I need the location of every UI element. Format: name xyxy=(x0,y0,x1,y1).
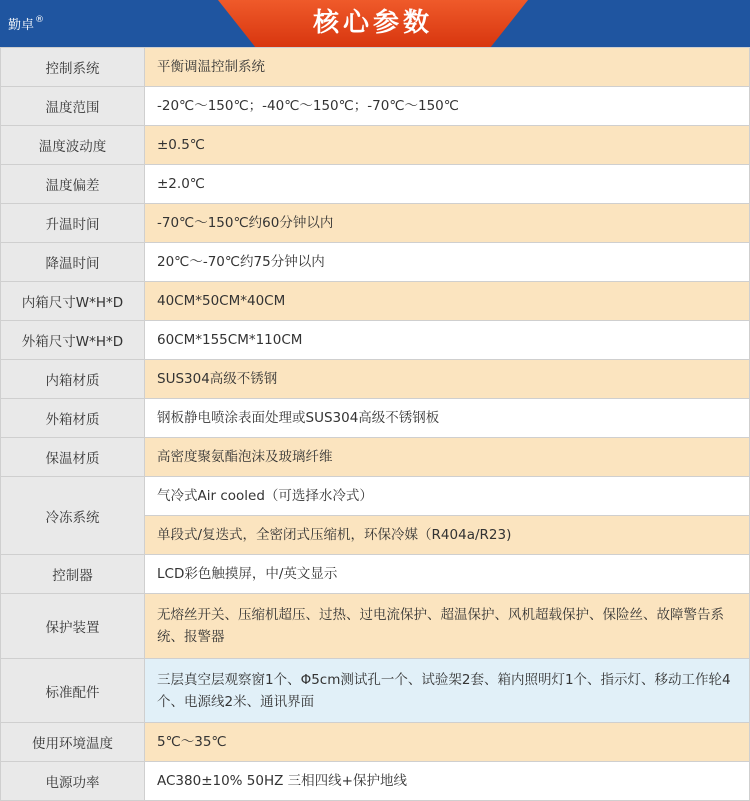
row-label: 标准配件 xyxy=(1,659,145,723)
spec-table xyxy=(0,47,750,801)
row-label: 降温时间 xyxy=(1,243,145,282)
table-row xyxy=(1,321,750,360)
row-label: 控制系统 xyxy=(1,48,145,87)
title-banner xyxy=(218,0,528,47)
row-value: 钢板静电喷涂表面处理或SUS304高级不锈钢板 xyxy=(145,399,750,438)
table-row xyxy=(1,204,750,243)
row-value: 5℃～35℃ xyxy=(145,723,750,762)
table-row xyxy=(1,360,750,399)
table-row xyxy=(1,87,750,126)
row-value: 平衡调温控制系统 xyxy=(145,48,750,87)
row-value: 60CM*155CM*110CM xyxy=(145,321,750,360)
row-label: 控制器 xyxy=(1,555,145,594)
row-value: -20℃～150℃；-40℃～150℃；-70℃～150℃ xyxy=(145,87,750,126)
table-row xyxy=(1,762,750,801)
table-row xyxy=(1,399,750,438)
row-label: 冷冻系统 xyxy=(1,477,145,555)
table-row xyxy=(1,282,750,321)
page-title: 核心参数 xyxy=(312,8,433,38)
row-label: 温度偏差 xyxy=(1,165,145,204)
brand-logo xyxy=(8,14,44,33)
row-label: 保温材质 xyxy=(1,438,145,477)
row-value: 高密度聚氨酯泡沫及玻璃纤维 xyxy=(145,438,750,477)
table-row xyxy=(1,48,750,87)
row-value: 单段式/复迭式，全密闭式压缩机，环保冷媒（R404a/R23) xyxy=(145,516,750,555)
table-row xyxy=(1,555,750,594)
row-value: 40CM*50CM*40CM xyxy=(145,282,750,321)
row-value: -70℃～150℃约60分钟以内 xyxy=(145,204,750,243)
brand-name: 勤卓 xyxy=(8,18,35,33)
table-row xyxy=(1,594,750,659)
table-row xyxy=(1,477,750,516)
row-label: 外箱材质 xyxy=(1,399,145,438)
table-row xyxy=(1,126,750,165)
row-label: 内箱尺寸W*H*D xyxy=(1,282,145,321)
row-value: 三层真空层观察窗1个、Φ5cm测试孔一个、试验架2套、箱内照明灯1个、指示灯、移动工作轮4个、电源线2米、通讯界面 xyxy=(145,659,750,723)
row-value: 20℃～-70℃约75分钟以内 xyxy=(145,243,750,282)
header-bar xyxy=(0,0,750,47)
row-value: AC380±10% 50HZ 三相四线+保护地线 xyxy=(145,762,750,801)
row-label: 外箱尺寸W*H*D xyxy=(1,321,145,360)
row-label: 使用环境温度 xyxy=(1,723,145,762)
registered-mark: ® xyxy=(35,15,45,25)
row-label: 电源功率 xyxy=(1,762,145,801)
row-value: ±0.5℃ xyxy=(145,126,750,165)
row-label: 温度范围 xyxy=(1,87,145,126)
table-row xyxy=(1,723,750,762)
table-row xyxy=(1,659,750,723)
row-label: 内箱材质 xyxy=(1,360,145,399)
row-value: ±2.0℃ xyxy=(145,165,750,204)
table-row xyxy=(1,165,750,204)
row-value: LCD彩色触摸屏，中/英文显示 xyxy=(145,555,750,594)
row-label: 温度波动度 xyxy=(1,126,145,165)
row-value: 气冷式Air cooled（可选择水冷式） xyxy=(145,477,750,516)
table-row xyxy=(1,243,750,282)
row-value: 无熔丝开关、压缩机超压、过热、过电流保护、超温保护、风机超载保护、保险丝、故障警告系统、报警器 xyxy=(145,594,750,659)
row-label: 保护装置 xyxy=(1,594,145,659)
row-label: 升温时间 xyxy=(1,204,145,243)
row-value: SUS304高级不锈钢 xyxy=(145,360,750,399)
table-row xyxy=(1,438,750,477)
